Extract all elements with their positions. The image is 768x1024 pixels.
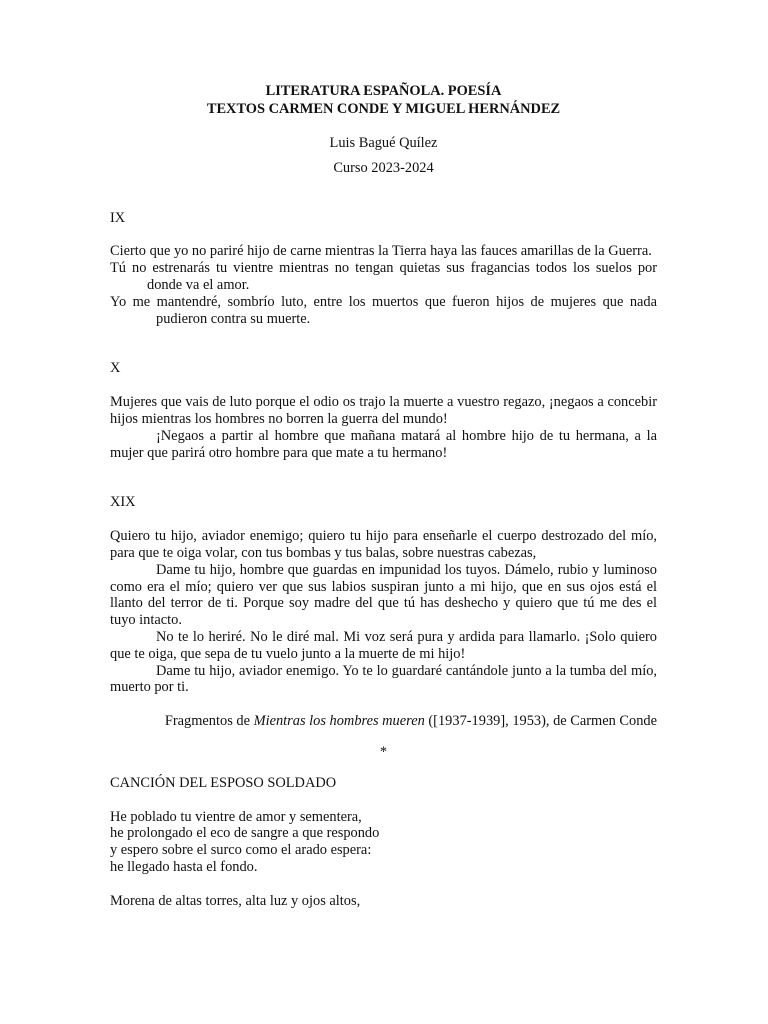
section-ix [110,243,657,327]
source-citation [110,713,657,730]
section-x [110,394,657,461]
section-xix-heading: XIX [110,494,136,511]
section-ix-line: Tú no estrenarás tu vientre mientras no tengan quietas sus fragancias todos los suelos por donde va el amor. [110,260,657,293]
section-xix-paragraph: Quiero tu hijo, aviador enemigo; quiero tu hijo para enseñarle el cuerpo destrozado del mío, para que te oiga volar, con tus bombas y tus balas, sobre nuestras cabezas, [110,528,657,561]
verse-line: He poblado tu vientre de amor y sementera, [110,808,362,825]
source-suffix: ([1937-1939], 1953), de Carmen Conde [424,713,657,730]
section-xix-paragraph: Dame tu hijo, aviador enemigo. Yo te lo guardaré cantándole junto a la tumba del mío, muerto por ti. [110,662,657,696]
section-x-paragraph: ¡Negaos a partir al hombre que mañana matará al hombre hijo de tu hermana, a la mujer que parirá otro hombre para que mate a tu hermano! [110,427,657,461]
document-body [110,82,657,910]
section-x-paragraph: Mujeres que vais de luto porque el odio os trajo la muerte a vuestro regazo, ¡negaos a concebir hijos mientras los hombres no borren la guerra del mundo! [110,394,657,427]
verse-line: y espero sobre el surco como el arado espera: [110,842,372,859]
section-xix [110,528,657,696]
course: Curso 2023-2024 [333,159,434,176]
source-work-title: Mientras los hombres mueren [253,713,425,730]
section-ix-line: Cierto que yo no pariré hijo de carne mientras la Tierra haya las fauces amarillas de la Guerra. [110,243,652,260]
section-xix-paragraph: Dame tu hijo, hombre que guardas en impunidad los tuyos. Dámelo, rubio y luminoso como era el mío; quiero ver que sus labios suspiran junto a mi hijo, que en sus ojos está el llanto del terror de ti. Porque soy madre del que tú has deshecho y quiero que tú me des el tuyo intacto. [110,561,657,629]
poem-title: CANCIÓN DEL ESPOSO SOLDADO [110,774,337,791]
section-ix-heading: IX [110,209,126,226]
section-x-heading: X [110,360,121,377]
section-ix-line: Yo me mantendré, sombrío luto, entre los muertos que fueron hijos de mujeres que nada pudieron contra su muerte. [110,293,657,327]
separator: * [379,743,388,760]
section-xix-paragraph: No te lo heriré. No le diré mal. Mi voz será pura y ardida para llamarlo. ¡Solo quiero que te oiga, que sepa de tu vuelo junto a la muerte de mi hijo! [110,628,657,662]
title-line-2: TEXTOS CARMEN CONDE Y MIGUEL HERNÁNDEZ [206,101,561,117]
title-line-1: LITERATURA ESPAÑOLA. POESÍA [265,83,502,99]
poem-stanza-1 [110,809,657,876]
poem-stanza-2 [110,893,657,910]
verse-line: he llegado hasta el fondo. [110,858,258,875]
author: Luis Bagué Quílez [329,135,438,151]
verse-line: he prolongado el eco de sangre a que respondo [110,825,380,842]
source-prefix: Fragmentos de [164,713,254,730]
verse-line: Morena de altas torres, alta luz y ojos altos, [110,892,361,909]
